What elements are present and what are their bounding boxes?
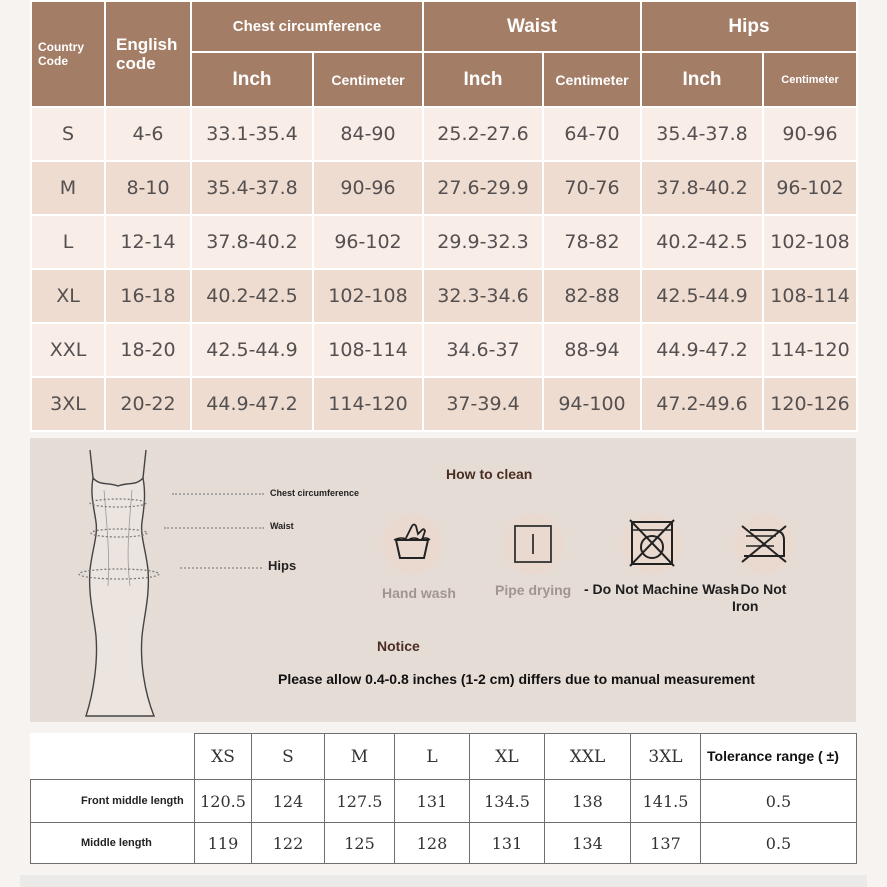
length-size-header: 3XL <box>631 734 701 780</box>
cell-english: 16-18 <box>105 269 191 323</box>
cell-country: L <box>31 215 105 269</box>
length-table-wrap <box>30 733 856 863</box>
no-machine-wash-icon <box>622 514 682 574</box>
cell-country: XXL <box>31 323 105 377</box>
pipe-drying-icon <box>503 514 563 574</box>
cell-english: 12-14 <box>105 215 191 269</box>
cell-hips-in: 47.2-49.6 <box>641 377 763 431</box>
info-panel <box>30 438 856 722</box>
length-row-label: Front middle length <box>31 780 195 823</box>
how-to-clean-title: How to clean <box>446 466 533 482</box>
header-hips-inch: Inch <box>641 52 763 107</box>
length-row-label: Middle length <box>31 823 195 864</box>
no-machine-wash-label <box>584 581 739 598</box>
length-size-header: S <box>252 734 325 780</box>
size-chart-sheet <box>30 0 856 687</box>
cell-chest-in: 33.1-35.4 <box>191 107 313 161</box>
header-waist-cm: Centimeter <box>543 52 641 107</box>
length-cell: 119 <box>195 823 252 864</box>
cell-chest-cm: 90-96 <box>313 161 423 215</box>
cell-chest-cm: 114-120 <box>313 377 423 431</box>
length-size-header: XL <box>470 734 545 780</box>
cell-waist-cm: 94-100 <box>543 377 641 431</box>
cell-waist-cm: 70-76 <box>543 161 641 215</box>
cell-chest-in: 44.9-47.2 <box>191 377 313 431</box>
cell-hips-in: 35.4-37.8 <box>641 107 763 161</box>
hips-label: Hips <box>268 558 297 573</box>
cell-waist-in: 37-39.4 <box>423 377 543 431</box>
length-cell: 134.5 <box>470 780 545 823</box>
length-cell: 125 <box>325 823 395 864</box>
length-cell: 131 <box>395 780 470 823</box>
cell-waist-in: 29.9-32.3 <box>423 215 543 269</box>
length-cell: 131 <box>470 823 545 864</box>
size-table <box>30 0 858 432</box>
length-cell: 120.5 <box>195 780 252 823</box>
length-cell: 124 <box>252 780 325 823</box>
header-chest-inch: Inch <box>191 52 313 107</box>
header-waist: Waist <box>423 1 641 52</box>
cell-hips-cm: 102-108 <box>763 215 857 269</box>
length-table <box>30 733 857 864</box>
cell-hips-cm: 108-114 <box>763 269 857 323</box>
chest-label: Chest circumference <box>270 488 360 498</box>
length-cell: 138 <box>545 780 631 823</box>
length-cell: 137 <box>631 823 701 864</box>
tolerance-header: Tolerance range ( ±) <box>701 734 857 780</box>
length-cell: 134 <box>545 823 631 864</box>
length-size-header: XS <box>195 734 252 780</box>
cell-country: M <box>31 161 105 215</box>
hand-wash-icon <box>382 514 442 574</box>
cell-waist-cm: 88-94 <box>543 323 641 377</box>
header-country-code: Country Code <box>31 1 105 107</box>
cell-english: 20-22 <box>105 377 191 431</box>
cell-chest-in: 42.5-44.9 <box>191 323 313 377</box>
size-row <box>31 161 857 215</box>
no-iron-label <box>732 581 812 615</box>
cell-hips-in: 37.8-40.2 <box>641 161 763 215</box>
no-iron-icon <box>734 514 794 574</box>
cell-chest-in: 40.2-42.5 <box>191 269 313 323</box>
cell-country: XL <box>31 269 105 323</box>
cell-country: 3XL <box>31 377 105 431</box>
no-machine-wash-badge <box>622 514 682 574</box>
cell-english: 8-10 <box>105 161 191 215</box>
length-row <box>31 823 857 864</box>
size-row <box>31 377 857 431</box>
length-cell: 127.5 <box>325 780 395 823</box>
length-size-header: L <box>395 734 470 780</box>
cell-country: S <box>31 107 105 161</box>
cell-hips-in: 40.2-42.5 <box>641 215 763 269</box>
cell-hips-in: 44.9-47.2 <box>641 323 763 377</box>
waist-label: Waist <box>270 521 294 531</box>
length-cell: 122 <box>252 823 325 864</box>
waist-guide-line <box>164 527 264 529</box>
hips-guide-line <box>180 567 262 569</box>
notice-title: Notice <box>377 638 420 654</box>
size-row <box>31 107 857 161</box>
length-cell: 128 <box>395 823 470 864</box>
cell-hips-cm: 90-96 <box>763 107 857 161</box>
hand-wash-label: Hand wash <box>382 585 456 601</box>
cell-waist-in: 34.6-37 <box>423 323 543 377</box>
cell-english: 18-20 <box>105 323 191 377</box>
cell-chest-cm: 96-102 <box>313 215 423 269</box>
cell-waist-in: 32.3-34.6 <box>423 269 543 323</box>
cell-waist-cm: 64-70 <box>543 107 641 161</box>
cell-chest-in: 35.4-37.8 <box>191 161 313 215</box>
cell-hips-cm: 96-102 <box>763 161 857 215</box>
hand-wash-badge <box>382 514 442 574</box>
cell-chest-cm: 84-90 <box>313 107 423 161</box>
tolerance-cell: 0.5 <box>701 823 857 864</box>
size-row <box>31 269 857 323</box>
header-chest-cm: Centimeter <box>313 52 423 107</box>
length-size-header: M <box>325 734 395 780</box>
no-iron-badge <box>734 514 794 574</box>
size-row <box>31 323 857 377</box>
cell-hips-in: 42.5-44.9 <box>641 269 763 323</box>
size-row <box>31 215 857 269</box>
header-english-code: English code <box>105 1 191 107</box>
length-size-header: XXL <box>545 734 631 780</box>
bottom-strip <box>20 875 867 887</box>
header-waist-inch: Inch <box>423 52 543 107</box>
cell-chest-cm: 102-108 <box>313 269 423 323</box>
cell-waist-cm: 82-88 <box>543 269 641 323</box>
cell-english: 4-6 <box>105 107 191 161</box>
cell-waist-in: 25.2-27.6 <box>423 107 543 161</box>
cell-chest-in: 37.8-40.2 <box>191 215 313 269</box>
pipe-drying-label: Pipe drying <box>495 582 572 598</box>
dress-outline-icon <box>74 446 164 722</box>
chest-guide-line <box>172 493 264 495</box>
header-hips-cm: Centimeter <box>763 52 857 107</box>
cell-hips-cm: 114-120 <box>763 323 857 377</box>
header-chest: Chest circumference <box>191 1 423 52</box>
cell-waist-in: 27.6-29.9 <box>423 161 543 215</box>
no-machine-wash-text: - Do Not Machine Wash <box>584 581 740 597</box>
header-hips: Hips <box>641 1 857 52</box>
notice-text: Please allow 0.4-0.8 inches (1-2 cm) differs due to manual measurement <box>278 671 755 687</box>
no-iron-text: - Do Not Iron <box>732 581 787 614</box>
length-table-corner <box>31 734 195 780</box>
length-cell: 141.5 <box>631 780 701 823</box>
cell-waist-cm: 78-82 <box>543 215 641 269</box>
tolerance-cell: 0.5 <box>701 780 857 823</box>
length-row <box>31 780 857 823</box>
cell-hips-cm: 120-126 <box>763 377 857 431</box>
pipe-drying-badge <box>503 514 563 574</box>
cell-chest-cm: 108-114 <box>313 323 423 377</box>
